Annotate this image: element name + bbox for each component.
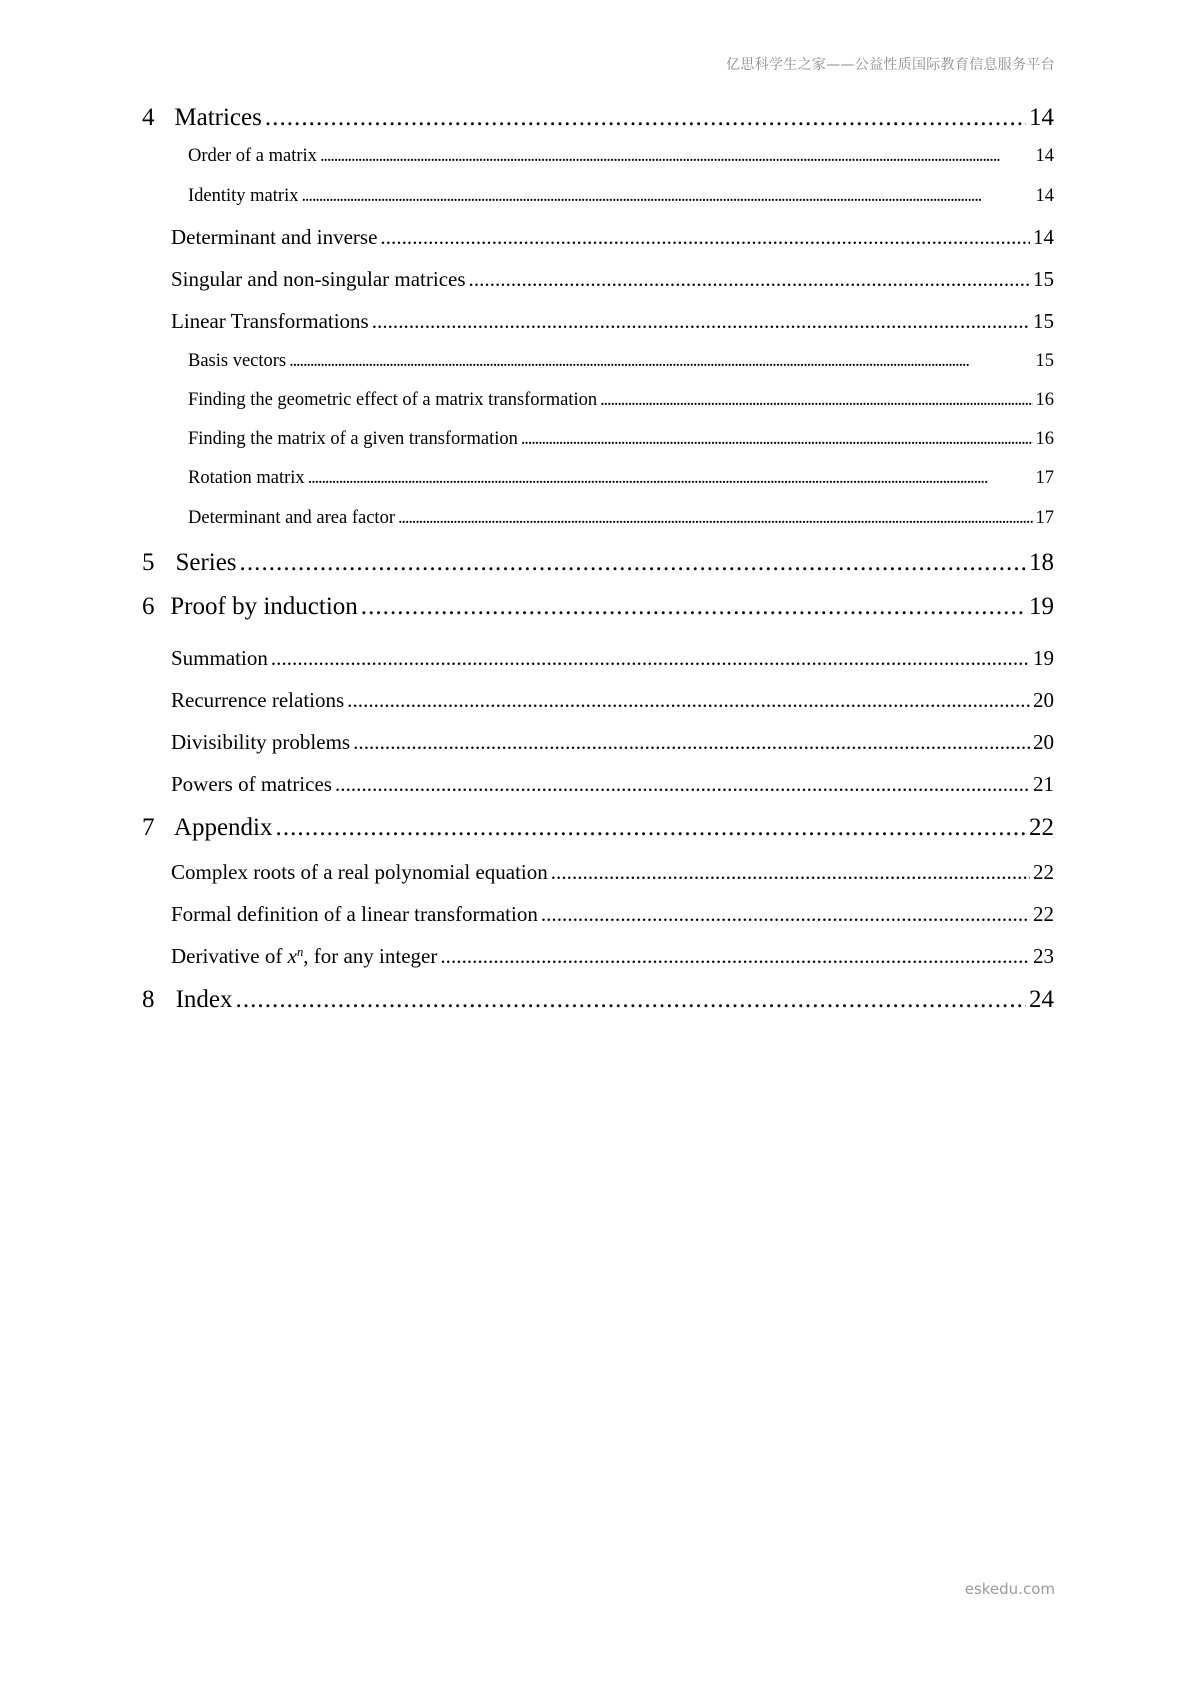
- toc-entry-title: Appendix: [173, 814, 273, 841]
- toc-title-prefix: Derivative of: [171, 944, 288, 968]
- toc-dot-leader: [347, 688, 1030, 713]
- toc-dot-leader: [521, 429, 1033, 450]
- toc-entry-subsubsection[interactable]: [188, 390, 1054, 411]
- toc-entry-title: Order of a matrix: [188, 146, 317, 166]
- toc-entry-title: Rotation matrix: [188, 468, 305, 488]
- toc-page-number: 22: [1033, 860, 1054, 884]
- toc-entry-section[interactable]: [171, 646, 1054, 671]
- toc-entry-chapter[interactable]: [142, 593, 1054, 621]
- toc-dot-leader: [236, 986, 1026, 1014]
- toc-page-number: 18: [1029, 549, 1054, 576]
- toc-page-number: 21: [1033, 772, 1054, 796]
- toc-entry-chapter[interactable]: [142, 104, 1054, 132]
- toc-chapter-number: 7: [142, 814, 155, 841]
- toc-entry-section[interactable]: [171, 902, 1054, 927]
- toc-entry-section[interactable]: [171, 730, 1054, 755]
- toc-page-number: 14: [1035, 146, 1054, 166]
- toc-page-number: 23: [1033, 944, 1054, 968]
- toc-entry-title: Proof by induction: [170, 593, 358, 620]
- toc-chapter-number: 5: [142, 549, 155, 576]
- toc-entry-subsubsection[interactable]: [188, 186, 1054, 207]
- toc-entry-title: Series: [175, 549, 237, 576]
- toc-entry-title: Linear Transformations: [171, 309, 369, 333]
- toc-chapter-number: 8: [142, 986, 155, 1013]
- toc-entry-section[interactable]: [171, 688, 1054, 713]
- toc-dot-leader: [541, 902, 1030, 927]
- toc-entry-section[interactable]: [171, 860, 1054, 885]
- toc-dot-leader: [240, 549, 1026, 577]
- toc-dot-leader: [372, 309, 1030, 334]
- toc-entry-section[interactable]: [171, 225, 1054, 250]
- toc-entry-title: [171, 944, 440, 969]
- toc-entry-section[interactable]: [171, 944, 1054, 969]
- toc-entry-title: Divisibility problems: [171, 730, 351, 754]
- toc-dot-leader: [600, 390, 1032, 411]
- toc-entry-section[interactable]: [171, 267, 1054, 292]
- toc-page-number: 22: [1029, 814, 1054, 841]
- toc-entry-title: Determinant and area factor: [188, 508, 395, 528]
- toc-entry-chapter[interactable]: [142, 814, 1054, 842]
- toc-dot-leader: [289, 351, 1032, 372]
- toc-entry-title: Finding the matrix of a given transformation: [188, 429, 518, 449]
- toc-entry-title: Basis vectors: [188, 351, 287, 371]
- toc-dot-leader: [271, 646, 1030, 671]
- toc-dot-leader: [276, 814, 1026, 842]
- toc-dot-leader: [469, 267, 1030, 292]
- toc-dot-leader: [353, 730, 1030, 755]
- math-variable: x: [287, 944, 297, 968]
- toc-page-number: 16: [1035, 429, 1054, 449]
- toc-entry-title: Complex roots of a real polynomial equation: [171, 860, 548, 884]
- toc-title-suffix: , for any integer: [303, 944, 438, 968]
- toc-entry-title: Singular and non-singular matrices: [171, 267, 466, 291]
- toc-page-number: 15: [1035, 351, 1054, 371]
- toc-page-number: 14: [1035, 186, 1054, 206]
- toc-dot-leader: [398, 508, 1033, 529]
- toc-entry-subsubsection[interactable]: [188, 146, 1054, 167]
- toc-entry-subsubsection[interactable]: [188, 468, 1054, 489]
- toc-entry-title: Recurrence relations: [171, 688, 345, 712]
- toc-page-number: 14: [1033, 225, 1054, 249]
- toc-entry-chapter[interactable]: [142, 986, 1054, 1014]
- toc-page-number: 17: [1035, 468, 1054, 488]
- page-footer[interactable]: eskedu.com: [964, 1580, 1055, 1598]
- toc-page-number: 24: [1029, 986, 1054, 1013]
- toc-chapter-number: 6: [142, 593, 155, 620]
- toc-dot-leader: [308, 468, 1033, 489]
- toc-entry-section[interactable]: [171, 309, 1054, 334]
- toc-page-number: 15: [1033, 267, 1054, 291]
- toc-entry-title: Summation: [171, 646, 268, 670]
- toc-dot-leader: [551, 860, 1030, 885]
- toc-page-number: 14: [1029, 104, 1054, 131]
- toc-entry-subsubsection[interactable]: [188, 429, 1054, 450]
- toc-page-number: 19: [1033, 646, 1054, 670]
- toc-page-number: 19: [1029, 593, 1054, 620]
- toc-entry-title: Identity matrix: [188, 186, 299, 206]
- toc-dot-leader: [301, 186, 1032, 207]
- toc-entry-subsubsection[interactable]: [188, 351, 1054, 372]
- page-header: 亿思科学生之家——公益性质国际教育信息服务平台: [726, 57, 1055, 73]
- toc-entry-title: Finding the geometric effect of a matrix transformation: [188, 390, 598, 410]
- toc-entry-title: Powers of matrices: [171, 772, 332, 796]
- toc-chapter-number: 4: [142, 104, 155, 131]
- toc-page-number: 20: [1033, 730, 1054, 754]
- toc-entry-title: Formal definition of a linear transformation: [171, 902, 538, 926]
- toc-dot-leader: [361, 593, 1026, 621]
- toc-dot-leader: [265, 104, 1026, 132]
- toc-page-number: 22: [1033, 902, 1054, 926]
- toc-entry-section[interactable]: [171, 772, 1054, 797]
- math-superscript: n: [296, 945, 304, 960]
- toc-dot-leader: [440, 944, 1030, 969]
- toc-entry-title: Matrices: [174, 104, 262, 131]
- toc-entry-chapter[interactable]: [142, 549, 1054, 577]
- toc-page-number: 17: [1035, 508, 1054, 528]
- toc-entry-title: Determinant and inverse: [171, 225, 378, 249]
- toc-page-number: 20: [1033, 688, 1054, 712]
- toc-entry-title: Index: [175, 986, 233, 1013]
- toc-dot-leader: [335, 772, 1030, 797]
- toc-page-number: 16: [1035, 390, 1054, 410]
- toc-entry-subsubsection[interactable]: [188, 508, 1054, 529]
- toc-dot-leader: [380, 225, 1030, 250]
- toc-dot-leader: [320, 146, 1033, 167]
- toc-page-number: 15: [1033, 309, 1054, 333]
